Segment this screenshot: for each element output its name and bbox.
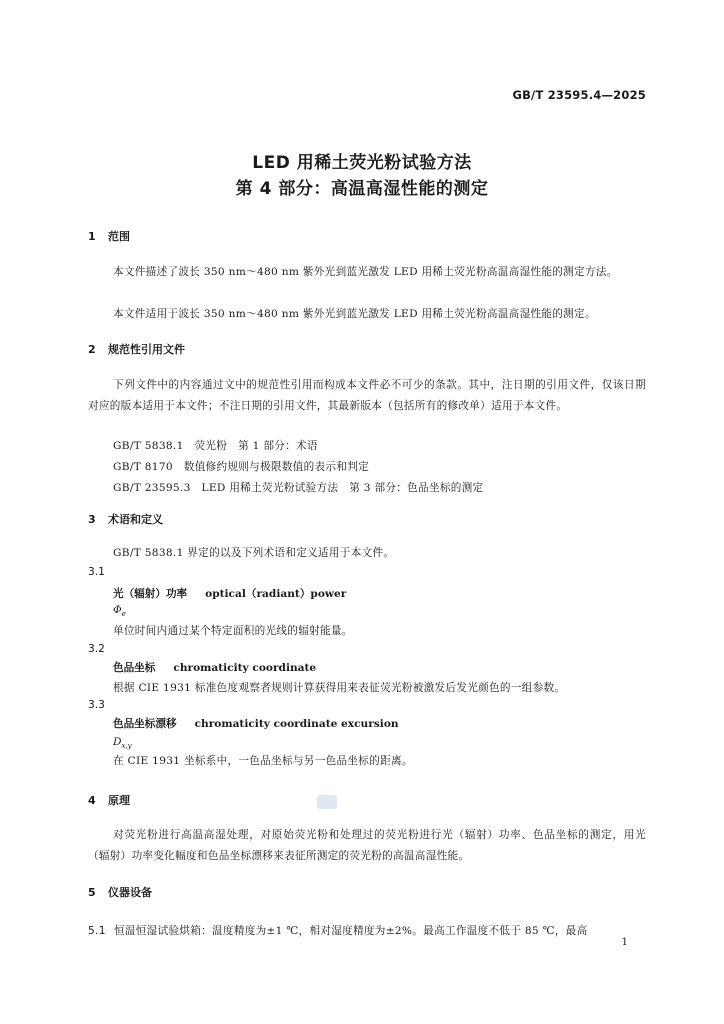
- term-zh: 光（辐射）功率: [113, 588, 188, 600]
- term-zh: 色品坐标: [113, 662, 156, 674]
- term-number: 3.3: [88, 699, 105, 711]
- term-definition: 根据 CIE 1931 标准色度观察者规则计算获得用来表征荧光粉被激发后发光颜色的一组参数。: [113, 682, 566, 694]
- section-title: 范围: [108, 230, 130, 243]
- normative-refs-paragraph: 下列文件中的内容通过文中的规范性引用而构成本文件必不可少的条款。其中，注日期的引用文件，仅该日期对应的版本适用于本文件；不注日期的引用文件，其最新版本（包括所有的修改单）适用于本文件。: [88, 379, 646, 412]
- scope-paragraph-1: 本文件描述了波长 350 nm～480 nm 紫外光到蓝光激发 LED 用稀土荧光粉高温高湿性能的测定方法。: [113, 266, 618, 278]
- term-entry: [113, 716, 399, 731]
- terms-intro: GB/T 5838.1 界定的以及下列术语和定义适用于本文件。: [113, 547, 395, 559]
- term-entry: [113, 660, 316, 675]
- symbol-main: Φ: [113, 604, 122, 616]
- term-symbol: [113, 736, 132, 750]
- clause-5-1: [88, 923, 646, 938]
- term-symbol: [113, 604, 126, 618]
- clause-text: 恒温恒湿试验烘箱：温度精度为±1 ℃，相对湿度精度为±2%。最高工作温度不低于 85 ℃，最高: [114, 925, 588, 937]
- term-en: optical（radiant）power: [205, 588, 347, 600]
- section-5-heading: [88, 884, 152, 900]
- term-number: 3.1: [88, 566, 105, 578]
- section-number: 2: [88, 343, 96, 356]
- symbol-subscript: x,y: [121, 742, 132, 751]
- term-en: chromaticity coordinate: [173, 662, 317, 674]
- section-title: 原理: [108, 794, 130, 807]
- scope-paragraph-2: 本文件适用于波长 350 nm～480 nm 紫外光到蓝光激发 LED 用稀土荧光粉高温高湿性能的测定。: [113, 308, 596, 320]
- symbol-subscript: e: [121, 610, 126, 619]
- section-1-heading: [88, 228, 130, 244]
- reference-item: GB/T 8170 数值修约规则与极限数值的表示和判定: [113, 461, 369, 473]
- section-2-heading: [88, 341, 185, 357]
- section-title: 仪器设备: [108, 886, 152, 899]
- section-title: 术语和定义: [108, 513, 163, 526]
- standard-number: GB/T 23595.4—2025: [512, 88, 646, 102]
- page-number: 1: [621, 937, 628, 948]
- section-number: 5: [88, 886, 96, 899]
- reference-item: GB/T 5838.1 荧光粉 第 1 部分：术语: [113, 440, 318, 452]
- section-number: 3: [88, 513, 96, 526]
- doc-title-line2: 第 4 部分：高温高湿性能的测定: [235, 179, 489, 199]
- clause-number: 5.1: [88, 925, 106, 937]
- section-number: 4: [88, 794, 96, 807]
- term-definition: 单位时间内通过某个特定面积的光线的辐射能量。: [113, 625, 353, 637]
- section-title: 规范性引用文件: [108, 343, 185, 356]
- watermark-logo: [317, 795, 337, 809]
- term-zh: 色品坐标漂移: [113, 718, 177, 730]
- principle-paragraph: 对荧光粉进行高温高湿处理，对原始荧光粉和处理过的荧光粉进行光（辐射）功率、色品坐标的测定，用光（辐射）功率变化幅度和色品坐标漂移来表征所测定的荧光粉的高温高湿性能。: [88, 829, 646, 862]
- section-3-heading: [88, 511, 163, 527]
- reference-item: GB/T 23595.3 LED 用稀土荧光粉试验方法 第 3 部分：色品坐标的测定: [113, 482, 484, 494]
- section-4-heading: [88, 792, 130, 808]
- term-entry: [113, 586, 346, 601]
- section-number: 1: [88, 230, 96, 243]
- term-definition: 在 CIE 1931 坐标系中，一色品坐标与另一色品坐标的距离。: [113, 755, 413, 767]
- symbol-main: D: [113, 736, 122, 748]
- term-number: 3.2: [88, 643, 105, 655]
- doc-title-line1: LED 用稀土荧光粉试验方法: [252, 153, 472, 173]
- term-en: chromaticity coordinate excursion: [194, 718, 399, 730]
